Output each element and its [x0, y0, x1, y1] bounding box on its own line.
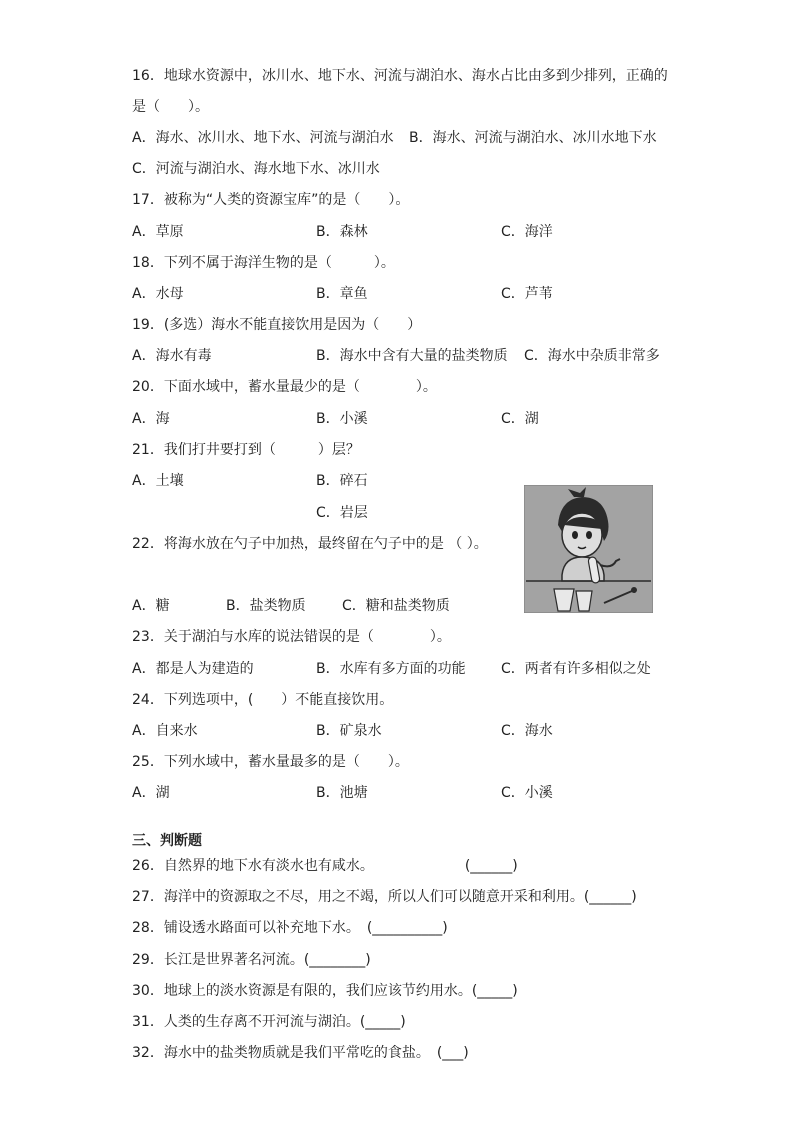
judgment-item-29: 29．长江是世界著名河流。(________) [132, 952, 371, 968]
q18-option-b: B．章鱼 [316, 286, 368, 302]
section-title: 三、判断题 [132, 833, 202, 849]
q20-option-a: A．海 [132, 411, 170, 427]
q21-option-b: B．碎石 [316, 473, 368, 489]
q19-option-b: B．海水中含有大量的盐类物质 [316, 348, 508, 364]
q25-stem: 25．下列水域中，蓄水量最多的是（ ）。 [132, 754, 409, 770]
q22-stem: 22．将海水放在勺子中加热，最终留在勺子中的是 （ ）。 [132, 536, 488, 552]
q18-option-a: A．水母 [132, 286, 184, 302]
judgment-item-31: 31．人类的生存离不开河流与湖泊。(_____) [132, 1014, 406, 1030]
q17-option-a: A．草原 [132, 224, 184, 240]
q24-stem: 24．下列选项中，( ）不能直接饮用。 [132, 692, 394, 708]
q24-option-a: A．自来水 [132, 723, 198, 739]
judgment-item-28: 28．铺设透水路面可以补充地下水。 (__________) [132, 920, 448, 936]
q23-stem: 23．关于湖泊与水库的说法错误的是（ ）。 [132, 629, 451, 645]
q22-option-a: A．糖 [132, 598, 170, 614]
q18-stem: 18．下列不属于海洋生物的是（ ）。 [132, 255, 395, 271]
q21-option-a: A．土壤 [132, 473, 184, 489]
judgment-item-30: 30．地球上的淡水资源是有限的，我们应该节约用水。(_____) [132, 983, 518, 999]
judgment-item-27: 27．海洋中的资源取之不尽，用之不竭，所以人们可以随意开采和利用。(______) [132, 889, 637, 905]
q17-stem: 17．被称为“人类的资源宝库”的是（ ）。 [132, 192, 410, 208]
q17-option-b: B．森林 [316, 224, 368, 240]
q23-option-c: C．两者有许多相似之处 [501, 661, 651, 677]
q24-option-b: B．矿泉水 [316, 723, 382, 739]
q16-option-a: A．海水、冰川水、地下水、河流与湖泊水 [132, 130, 394, 146]
q21-stem: 21．我们打井要打到（ ）层？ [132, 442, 360, 458]
q16-option-c: C．河流与湖泊水、海水地下水、冰川水 [132, 161, 380, 177]
q16-stem-line2: 是（ ）。 [132, 99, 209, 115]
q17-option-c: C．海洋 [501, 224, 553, 240]
q19-stem: 19．(多选）海水不能直接饮用是因为（ ） [132, 317, 422, 333]
q19-option-a: A．海水有毒 [132, 348, 212, 364]
girl-heating-water-image [524, 485, 653, 613]
q19-option-c: C．海水中杂质非常多 [524, 348, 660, 364]
q20-option-b: B．小溪 [316, 411, 368, 427]
q24-option-c: C．海水 [501, 723, 553, 739]
q18-option-c: C．芦苇 [501, 286, 553, 302]
q21-option-c: C．岩层 [316, 505, 368, 521]
judgment-item-26: 26．自然界的地下水有淡水也有咸水。 (______) [132, 858, 518, 874]
q25-option-b: B．池塘 [316, 785, 368, 801]
q25-option-c: C．小溪 [501, 785, 553, 801]
q20-stem: 20．下面水域中，蓄水量最少的是（ ）。 [132, 379, 437, 395]
q23-option-a: A．都是人为建造的 [132, 661, 254, 677]
q25-option-a: A．湖 [132, 785, 170, 801]
q16-option-b: B．海水、河流与湖泊水、冰川水地下水 [409, 130, 657, 146]
q22-option-b: B．盐类物质 [226, 598, 306, 614]
girl-experiment-illustration [524, 485, 653, 613]
q20-option-c: C．湖 [501, 411, 539, 427]
q23-option-b: B．水库有多方面的功能 [316, 661, 466, 677]
judgment-item-32: 32．海水中的盐类物质就是我们平常吃的食盐。 (___) [132, 1045, 469, 1061]
q16-stem-line1: 16．地球水资源中，冰川水、地下水、河流与湖泊水、海水占比由多到少排列，正确的 [132, 68, 668, 84]
q22-option-c: C．糖和盐类物质 [342, 598, 450, 614]
